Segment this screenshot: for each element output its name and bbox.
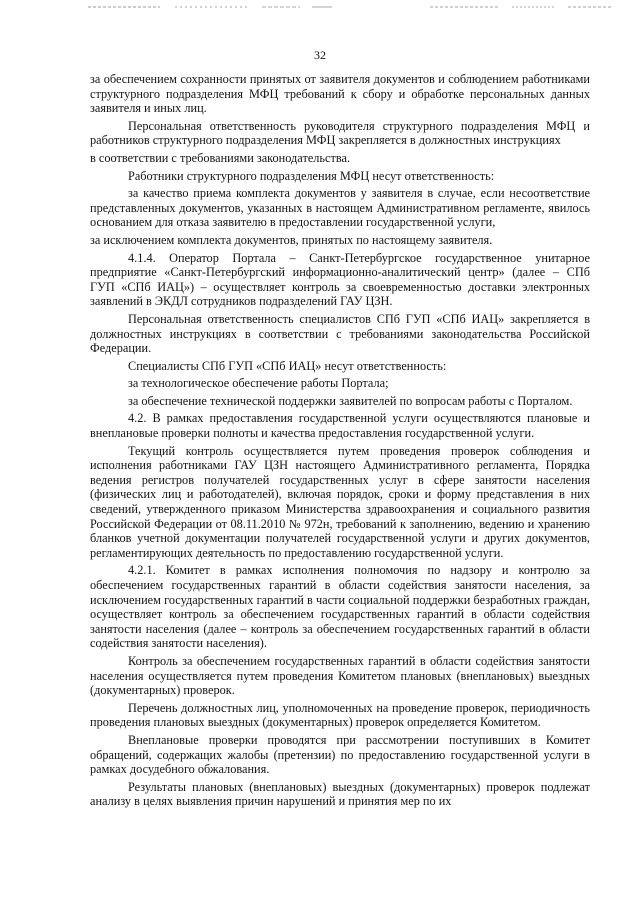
paragraph: за обеспечение технической поддержки заявителей по вопросам работы с Порталом. (128, 393, 573, 408)
paragraph: в соответствии с требованиями законодательства. (90, 150, 351, 165)
paragraph: Контроль за обеспечением государственных гарантий в области содействия занятости населения осуществляется путем проведения Комитетом плановых (внеплановых) выездных (документарных) проверок. (90, 653, 590, 698)
paragraph: 4.2. В рамках предоставления государственной услуги осуществляются плановые и внеплановые проверки полноты и качества предоставления государственной услуги. (90, 411, 590, 441)
paragraph: 4.1.4. Оператор Портала – Санкт-Петербургское государственное унитарное предприятие «Санкт-Петербургский информационно-аналитический центр» (далее – СПб ГУП «СПб ИАЦ») – осуществляет контроль за своевременностью доставки электронных заявлений в ЭКДЛ сотрудников подразделений ГАУ ЦЗН. (90, 250, 590, 309)
page-number: 32 (314, 48, 326, 62)
paragraph: Внеплановые проверки проводятся при рассмотрении поступивших в Комитет обращений, содержащих жалобы (претензии) по предоставлению государственной услуги в рамках досудебного обжалования. (90, 732, 590, 777)
scan-header-marks (0, 3, 640, 11)
paragraph: 4.2.1. Комитет в рамках исполнения полномочия по надзору и контролю за обеспечением государственных гарантий в области содействия занятости населения, за исключением государственных гарантий в части социальной поддержки безработных граждан, осуществляет контроль за обеспечением государственных гарантий в области содействия занятости населения (далее – контроль за обеспечением государственных гарантий в области содействия занятости населения). (90, 563, 590, 651)
document-body (90, 72, 590, 812)
paragraph: Персональная ответственность руководителя структурного подразделения МФЦ и работников структурного подразделения МФЦ закрепляется в должностных инструкциях (90, 118, 590, 148)
paragraph: Перечень должностных лиц, уполномоченных на проведение проверок, периодичность проведения плановых выездных (документарных) проверок определяется Комитетом. (90, 700, 590, 730)
paragraph: за обеспечением сохранности принятых от заявителя документов и соблюдением работниками структурного подразделения МФЦ требований к сбору и обработке персональных данных заявителя и иных лиц. (90, 72, 590, 116)
paragraph: Специалисты СПб ГУП «СПб ИАЦ» несут ответственность: (128, 358, 447, 373)
paragraph: Результаты плановых (внеплановых) выездных (документарных) проверок подлежат анализу в целях выявления причин нарушений и принятия мер по их (90, 779, 590, 809)
paragraph: за качество приема комплекта документов у заявителя в случае, если несоответствие представленных документов, указанных в настоящем Административном регламенте, явилось основанием для отказа заявителю в предоставлении государственной услуги, (90, 186, 590, 230)
paragraph: за исключением комплекта документов, принятых по настоящему заявителя. (90, 232, 493, 247)
paragraph: Персональная ответственность специалистов СПб ГУП «СПб ИАЦ» закрепляется в должностных инструкциях в соответствии с требованиями законодательства Российской Федерации. (90, 311, 590, 356)
paragraph: Работники структурного подразделения МФЦ несут ответственность: (128, 168, 495, 183)
paragraph: за технологическое обеспечение работы Портала; (128, 376, 389, 391)
paragraph: Текущий контроль осуществляется путем проведения проверок соблюдения и исполнения работниками ГАУ ЦЗН настоящего Административного регламента, Порядка ведения регистров получателей государственных услуг в сфере занятости населения (физических лиц и работодателей), включая порядок, сроки и форму представления в них сведений, утвержденного приказом Министерства здравоохранения и социального развития Российской Федерации от 08.11.2010 № 972н, требований к заполнению, ведению и хранению бланков учетной документации получателей государственной услуги и других документов, регламентирующих деятельность по предоставлению государственной услуги. (90, 443, 590, 560)
